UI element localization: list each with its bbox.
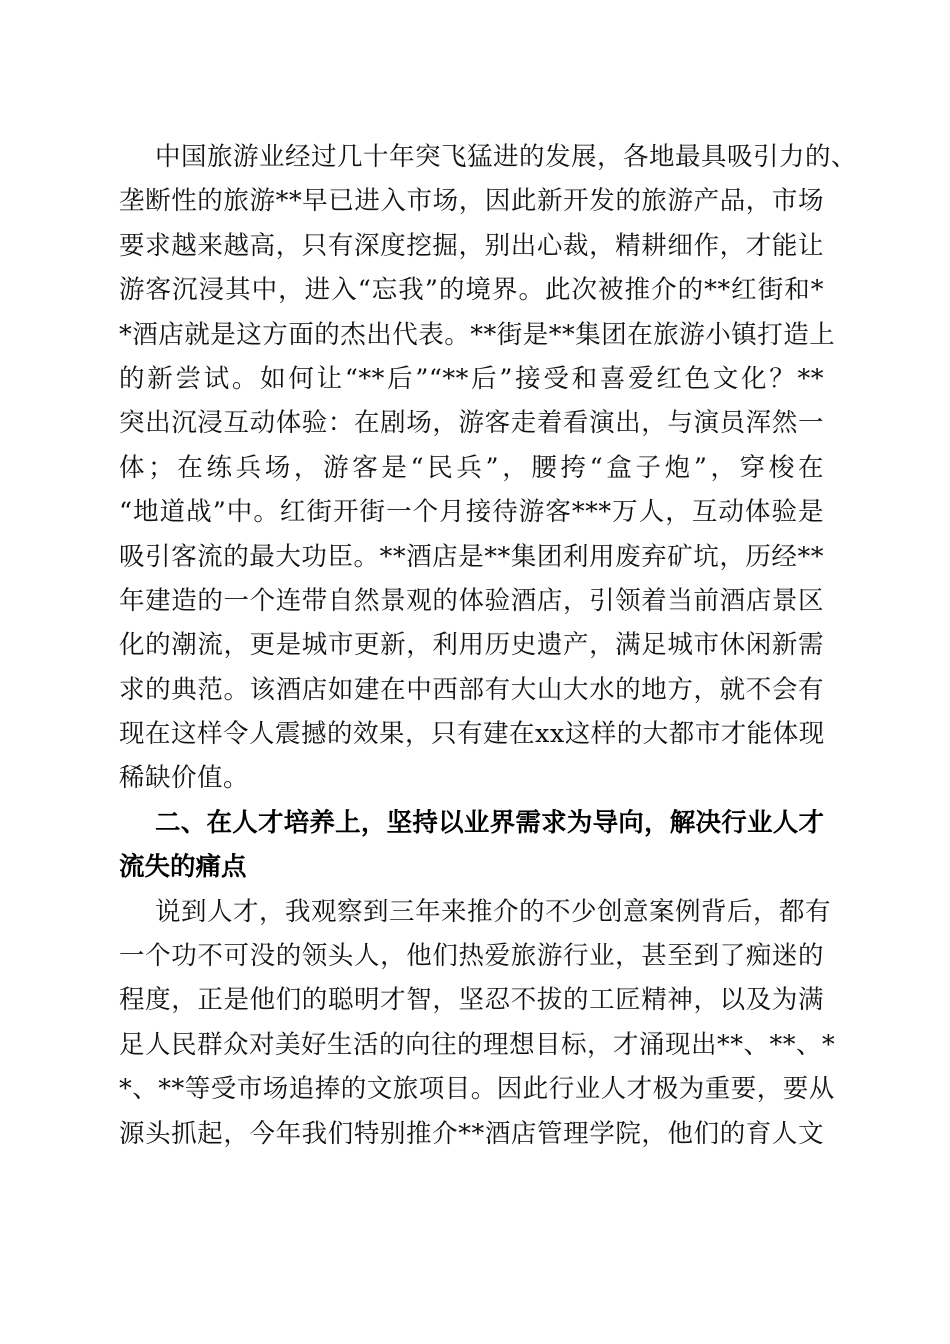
text-line: 足人民群众对美好生活的向往的理想目标，才涌现出**、**、* xyxy=(119,1029,836,1060)
document-body xyxy=(119,135,858,1156)
text-line: 化的潮流，更是城市更新，利用历史遗产，满足城市休闲新需 xyxy=(119,630,824,661)
text-line: 吸引客流的最大功臣。**酒店是**集团利用废弃矿坑，历经** xyxy=(119,541,824,572)
text-line: 要求越来越高，只有深度挖掘，别出心裁，精耕细作，才能让 xyxy=(119,230,824,261)
text-line: 稀缺价值。 xyxy=(119,763,250,794)
paragraph-tourism-products xyxy=(119,135,858,801)
text-line: 年建造的一个连带自然景观的体验酒店，引领着当前酒店景区 xyxy=(119,585,824,616)
heading-line: 二、在人才培养上，坚持以业界需求为导向，解决行业人才 xyxy=(155,807,824,838)
text-line: 体；在练兵场，游客是“民兵”，腰挎“盒子炮”，穿梭在 xyxy=(119,452,824,483)
text-line: 的新尝试。如何让“**后”“**后”接受和喜爱红色文化？** xyxy=(119,363,824,394)
text-line: 垄断性的旅游**早已进入市场，因此新开发的旅游产品，市场 xyxy=(119,186,824,217)
text-line: 说到人才，我观察到三年来推介的不少创意案例背后，都有 xyxy=(155,896,832,927)
text-line: *酒店就是这方面的杰出代表。**街是**集团在旅游小镇打造上 xyxy=(119,319,836,350)
section-heading-talent xyxy=(119,801,824,890)
heading-line: 流失的痛点 xyxy=(119,852,247,883)
text-line: 程度，正是他们的聪明才智，坚忍不拔的工匠精神，以及为满 xyxy=(119,985,824,1016)
text-line: 源头抓起，今年我们特别推介**酒店管理学院，他们的育人文 xyxy=(119,1118,824,1149)
text-line: “地道战”中。红街开街一个月接待游客***万人，互动体验是 xyxy=(119,497,824,528)
text-line: 求的典范。该酒店如建在中西部有大山大水的地方，就不会有 xyxy=(119,674,824,705)
text-line: 现在这样令人震撼的效果，只有建在xx这样的大都市才能体现 xyxy=(119,719,825,750)
paragraph-talent xyxy=(119,890,836,1156)
text-line: 一个功不可没的领头人，他们热爱旅游行业，甚至到了痴迷的 xyxy=(119,941,824,972)
text-line: *、**等受市场追捧的文旅项目。因此行业人才极为重要，要从 xyxy=(119,1074,835,1105)
text-line: 中国旅游业经过几十年突飞猛进的发展，各地最具吸引力的、 xyxy=(155,142,858,172)
text-line: 游客沉浸其中，进入“忘我”的境界。此次被推介的**红街和* xyxy=(119,275,824,306)
text-line: 突出沉浸互动体验：在剧场，游客走着看演出，与演员浑然一 xyxy=(119,408,824,439)
